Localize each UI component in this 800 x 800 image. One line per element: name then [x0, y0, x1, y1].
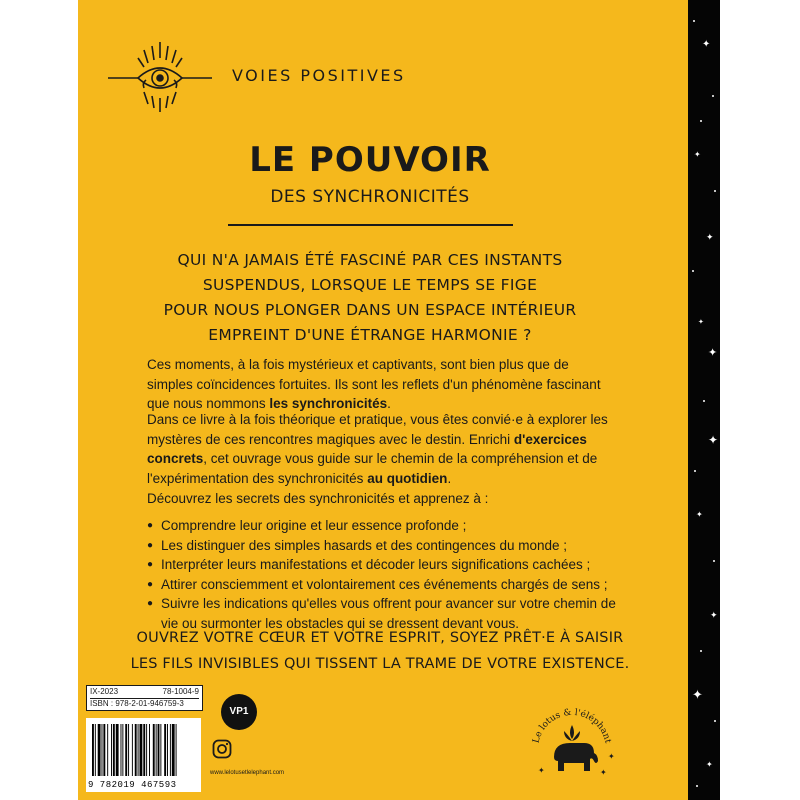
- legal-info-box: [86, 685, 203, 711]
- barcode-bar: [146, 724, 147, 776]
- barcode-bar: [138, 724, 139, 776]
- barcode-bar: [121, 724, 122, 776]
- star-icon: ✦: [698, 319, 704, 326]
- barcode-bar: [143, 724, 145, 776]
- paragraph-text: .: [387, 396, 391, 411]
- paragraph-text: Ces moments, à la fois mystérieux et captivants, sont bien plus que de simples coïncidences fortuites. Ils sont les reflets d'un phénomène fascinant que nous nommons: [147, 357, 601, 411]
- lotus-elephant-logo: [528, 695, 616, 785]
- star-icon: ✦: [708, 433, 719, 447]
- svg-text:✦: ✦: [608, 752, 615, 761]
- barcode-digits: 9 782019 467593: [88, 780, 177, 790]
- title-divider: [228, 224, 513, 226]
- barcode-bar: [128, 724, 129, 776]
- book-subtitle: DES SYNCHRONICITÉS: [270, 187, 470, 207]
- barcode-bars: [92, 724, 195, 776]
- star-dot: [700, 650, 702, 652]
- barcode-bar: [122, 724, 123, 776]
- barcode-bar: [92, 724, 94, 776]
- star-icon: ✦: [708, 347, 718, 359]
- barcode-bar: [158, 724, 160, 776]
- star-icon: ✦: [706, 232, 714, 242]
- instagram-icon[interactable]: [212, 739, 232, 759]
- star-dot: [692, 270, 694, 272]
- star-icon: ✦: [702, 39, 711, 50]
- barcode-bar: [172, 724, 175, 776]
- paragraph-description: [147, 410, 617, 488]
- barcode-bar: [170, 724, 171, 776]
- svg-text:✦: ✦: [538, 766, 545, 775]
- barcode-bar: [98, 724, 101, 776]
- list-item: ● Interpréter leurs manifestations et décoder leurs significations cachées ;: [147, 555, 627, 575]
- star-dot: [693, 20, 695, 22]
- bullet-list: [147, 516, 627, 633]
- barcode-bar: [160, 724, 161, 776]
- star-icon: ✦: [694, 150, 701, 159]
- barcode-bar: [111, 724, 112, 776]
- barcode-bar: [135, 724, 137, 776]
- star-dot: [703, 400, 705, 402]
- tagline-line: SUSPENDUS, LORSQUE LE TEMPS SE FIGE: [202, 276, 538, 294]
- list-item: ● Attirer consciemment et volontairement ces événements chargés de sens ;: [147, 575, 627, 595]
- barcode-bar: [140, 724, 143, 776]
- barcode-bar: [164, 724, 166, 776]
- print-code: IX-2023: [90, 687, 119, 696]
- website-link[interactable]: www.lelotusetlelephant.com: [210, 770, 285, 776]
- star-dot: [714, 720, 716, 722]
- paragraph-text: .: [447, 470, 452, 486]
- starry-spine: [688, 0, 720, 800]
- paragraph-text: , cet ouvrage vous guide sur le chemin de la compréhension et de l'expérimentation des synchronicités: [147, 451, 598, 486]
- star-dot: [713, 560, 715, 562]
- publisher-name: Le lotus & l'éléphant: [531, 707, 613, 745]
- emphasis-text: les synchronicités: [269, 396, 388, 411]
- closing-statement: [130, 625, 630, 677]
- barcode-bar: [116, 724, 119, 776]
- emphasis-text: au quotidien: [367, 470, 448, 486]
- barcode: [86, 718, 201, 792]
- paragraph-lead-in: Découvrez les secrets des synchronicités et apprenez à :: [147, 491, 489, 506]
- tagline-line: QUI N'A JAMAIS ÉTÉ FASCINÉ PAR CES INSTANTS: [177, 251, 563, 269]
- star-dot: [714, 190, 716, 192]
- paragraph-intro: [147, 355, 617, 414]
- list-item: ● Les distinguer des simples hasards et des contingences du monde ;: [147, 536, 627, 556]
- star-icon: ✦: [710, 610, 718, 620]
- barcode-bar: [113, 724, 115, 776]
- list-item: ● Suivre les indications qu'elles vous offrent pour avancer sur votre chemin de vie ou surmonter les obstacles qui se dressent devant vous.: [147, 594, 627, 633]
- barcode-bar: [95, 724, 96, 776]
- tagline-line: POUR NOUS PLONGER DANS UN ESPACE INTÉRIEUR: [163, 301, 577, 319]
- barcode-bar: [125, 724, 127, 776]
- star-icon: ✦: [706, 760, 713, 769]
- book-title: LE POUVOIR: [249, 140, 491, 180]
- tagline-line: EMPREINT D'UNE ÉTRANGE HARMONIE ?: [208, 326, 532, 344]
- emphasis-text: d'exercices concrets: [147, 431, 587, 466]
- barcode-bar: [107, 724, 108, 776]
- tagline: [150, 248, 590, 348]
- star-dot: [694, 470, 696, 472]
- star-dot: [696, 785, 698, 787]
- collection-badge: VP1: [221, 694, 257, 730]
- closing-line: OUVREZ VOTRE CŒUR ET VOTRE ESPRIT, SOYEZ PRÊT·E À SAISIR: [136, 630, 624, 646]
- star-icon: ✦: [692, 687, 703, 702]
- list-item: ● Comprendre leur origine et leur essence profonde ;: [147, 516, 627, 536]
- isbn-number: ISBN : 978-2-01-946759-3: [90, 699, 184, 708]
- barcode-bar: [156, 724, 157, 776]
- barcode-bar: [132, 724, 133, 776]
- radiant-eye-icon: [108, 36, 212, 116]
- reference-code: 78-1004-9: [162, 687, 199, 696]
- barcode-bar: [176, 724, 177, 776]
- barcode-bar: [167, 724, 168, 776]
- barcode-bar: [102, 724, 103, 776]
- barcode-bar: [103, 724, 105, 776]
- barcode-bar: [149, 724, 150, 776]
- barcode-bar: [153, 724, 155, 776]
- collection-name: VOIES POSITIVES: [232, 66, 406, 85]
- star-dot: [700, 120, 702, 122]
- closing-line: LES FILS INVISIBLES QUI TISSENT LA TRAME DE VOTRE EXISTENCE.: [130, 656, 630, 672]
- star-dot: [712, 95, 714, 97]
- svg-text:✦: ✦: [600, 768, 607, 777]
- star-icon: ✦: [696, 510, 703, 519]
- paragraph-text: Dans ce livre à la fois théorique et pratique, vous êtes convié·e à explorer les mystères de ces rencontres magiques avec le destin. Enrichi: [147, 412, 608, 447]
